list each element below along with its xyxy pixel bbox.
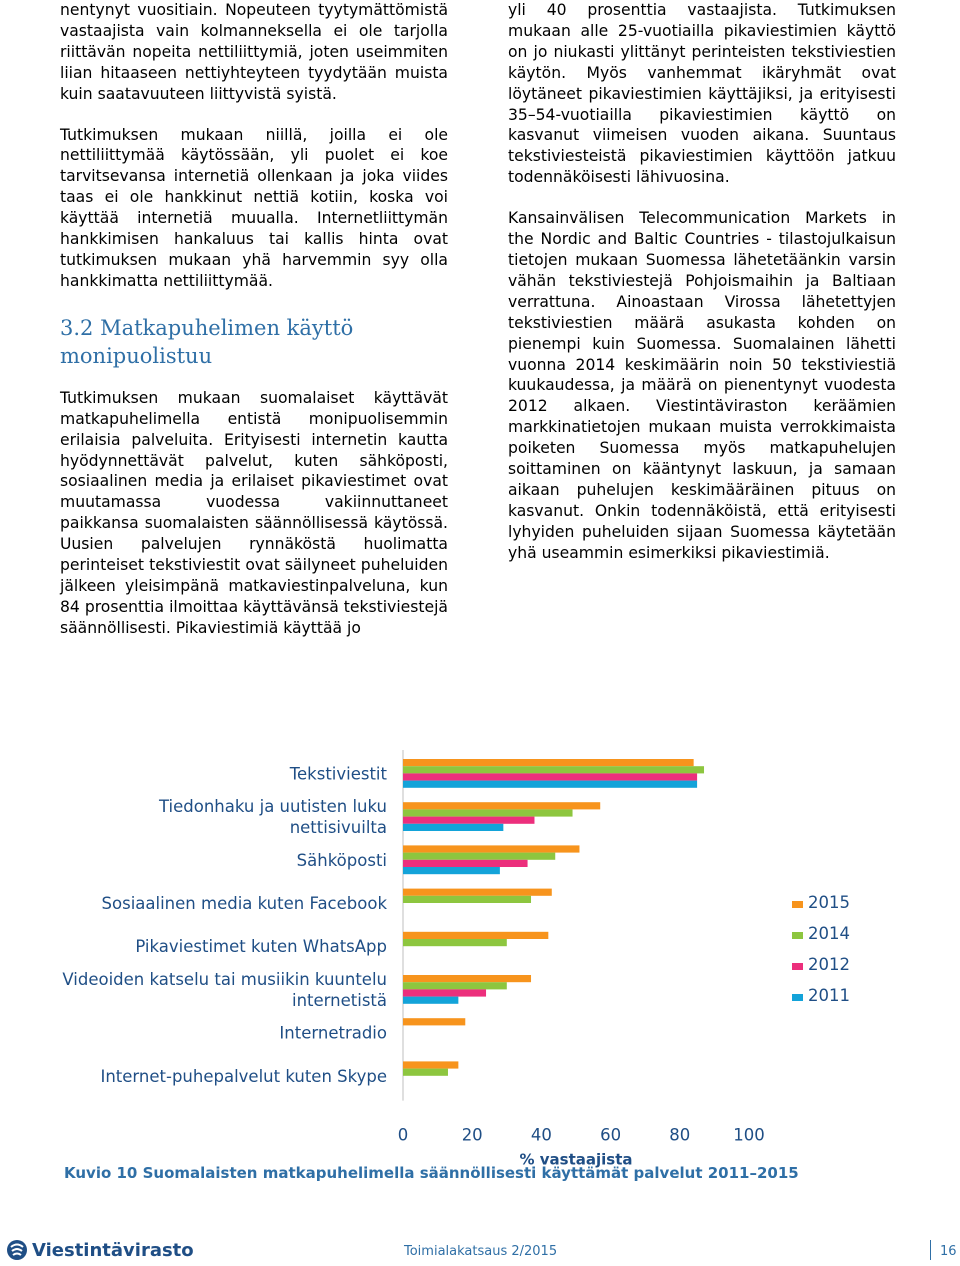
x-tick-label-0: 0 — [397, 1125, 409, 1145]
footer-publication: Toimialakatsaus 2/2015 — [404, 1244, 558, 1259]
bar-2015-2 — [403, 845, 579, 852]
category-label-6: Internetradio — [279, 1023, 387, 1043]
bar-2015-1 — [403, 802, 600, 809]
bar-2015-4 — [403, 932, 548, 939]
chart-canvas — [0, 740, 960, 1170]
bar-2014-7 — [403, 1069, 448, 1076]
section-heading: 3.2 Matkapuhelimen käyttö monipuolistuu — [60, 315, 354, 368]
right-paragraph-2: Kansainvälisen Telecommunication Markets in the Nordic and Baltic Countries - tilastojulkaisun tietojen mukaan Suomessa lähetetäänkin varsin vähän tekstiviestejä Pohjoismaihin ja Baltiaan verrattuna. Ainoastaan Virossa lähetettyjen tekstiviestien määrä asukasta kohden on pienempi kuin Suomessa. Suomalainen lähetti vuonna 2014 keskimäärin noin 50 tekstiviestiä kuukaudessa, ja määrä on pienentynyt vuodesta 2012 alkaen. Viestintäviraston keräämien markkinatietojen mukaan muista verrokkimaista poiketen Suomessa myös matkapuhelujen soittaminen on kääntynyt laskuun, ja samaan aikaan puhelujen keskimääräinen pituus on kasvanut. Onkin todennäköistä, että erityisesti lyhyiden puheluiden sijaan Suomessa käytetään yhä useammin esimerkiksi pikaviestimiä. — [508, 209, 896, 562]
bar-2011-0 — [403, 781, 697, 788]
bar-2015-5 — [403, 975, 531, 982]
logo-mark-icon — [6, 1239, 28, 1261]
left-paragraph-2: Tutkimuksen mukaan niillä, joilla ei ole nettiliittymää käytössään, yli puolet ei koe tarvitsevansa internetiä ollenkaan ja joka viides taas ei ole hankkinut nettiä kotiin, koska voi käyttää internetiä muualla. Internetliittymän hankkimisen hankaluus tai kallis hinta ovat tutkimuksen mukaan yhä harvemmin syy olla hankkimatta nettiliittymää. — [60, 125, 448, 290]
category-label-2: Sähköposti — [296, 850, 387, 870]
x-tick-label-60: 60 — [600, 1125, 622, 1145]
figure-caption: Kuvio 10 Suomalaisten matkapuhelimella säännöllisesti käyttämät palvelut 2011–2015 — [64, 1164, 799, 1182]
category-label-5: Videoiden katselu tai musiikin kuuntelu internetistä — [62, 969, 387, 1010]
page-number: 16 — [940, 1244, 957, 1259]
x-tick-label-40: 40 — [530, 1125, 552, 1145]
x-tick-label-20: 20 — [461, 1125, 483, 1145]
bar-2014-3 — [403, 896, 531, 903]
bar-2015-0 — [403, 759, 694, 766]
category-label-7: Internet-puhepalvelut kuten Skype — [100, 1066, 387, 1086]
bar-2011-5 — [403, 997, 458, 1004]
bar-2011-2 — [403, 867, 500, 874]
footer-divider — [930, 1240, 931, 1260]
category-label-0: Tekstiviestit — [289, 764, 387, 784]
legend-swatch-2011 — [792, 994, 803, 1001]
legend-swatch-2012 — [792, 963, 803, 970]
bar-2014-5 — [403, 982, 507, 989]
bar-2011-1 — [403, 824, 503, 831]
bar-2015-6 — [403, 1018, 465, 1025]
bar-2014-0 — [403, 766, 704, 773]
bar-2012-2 — [403, 860, 528, 867]
left-paragraph-3: Tutkimuksen mukaan suomalaiset käyttävät matkapuhelimella entistä monipuolisemmin erilaisia palveluita. Erityisesti internetin kautta hyödynnettävät palvelut, kuten sähköposti, sosiaalinen media ja erilaiset pikaviestimet ovat muutamassa vuodessa vakiinnuttaneet paikkansa suomalaisten säännöllisessä käytössä. Uusien palvelujen rynnäköstä huolimatta perinteiset tekstiviestit ovat säilyneet puheluiden jälkeen yleisimpänä matkaviestinpalveluna, kun 84 prosenttia ilmoittaa käyttävänsä tekstiviestejä säännöllisesti. Pikaviestimiä käyttää jo — [60, 388, 448, 637]
legend-label-2014: 2014 — [808, 924, 850, 943]
category-label-1: Tiedonhaku ja uutisten luku nettisivuilta — [158, 797, 387, 838]
bar-2015-3 — [403, 889, 552, 896]
legend-swatch-2015 — [792, 901, 803, 908]
right-text-column — [508, 0, 896, 564]
left-text-column — [60, 0, 448, 639]
bar-2012-1 — [403, 817, 534, 824]
legend-label-2012: 2012 — [808, 955, 850, 974]
legend-label-2011: 2011 — [808, 986, 850, 1005]
bar-2015-7 — [403, 1061, 458, 1068]
category-label-3: Sosiaalinen media kuten Facebook — [101, 894, 387, 913]
legend-label-2015: 2015 — [808, 893, 850, 912]
left-paragraph-1: nentynyt vuositiain. Nopeuteen tyytymättömistä vastaajista vain kolmanneksella ei ole tarjolla riittävän nopeita nettiliittymiä, joten useimmiten liian hitaaseen nettiyhteyteen tyydytään muista kuin saatavuuteen liittyvistä syistä. — [60, 1, 448, 103]
logo-text: Viestintävirasto — [32, 1239, 194, 1261]
category-label-4: Pikaviestimet kuten WhatsApp — [135, 937, 387, 957]
bar-2012-0 — [403, 773, 697, 780]
services-bar-chart — [0, 740, 960, 1170]
bar-2014-4 — [403, 939, 507, 946]
x-tick-label-100: 100 — [733, 1125, 765, 1145]
x-axis-title: % vastaajista — [519, 1150, 633, 1169]
bar-2014-1 — [403, 809, 573, 816]
viestintavirasto-logo — [6, 1239, 194, 1261]
bar-2014-2 — [403, 853, 555, 860]
right-paragraph-1: yli 40 prosenttia vastaajista. Tutkimuksen mukaan alle 25-vuotiailla pikaviestimien käyttö on jo niukasti ylittänyt perinteisten tekstiviestien käytön. Myös vanhemmat ikäryhmät ovat löytäneet pikaviestimien käyttäjiksi, ja erityisesti 35–54-vuotiailla pikaviestimien käyttö on kasvanut viimeisen vuoden aikana. Suuntaus tekstiviesteistä pikaviestimien käyttöön jatkuu todennäköisesti lähivuosina. — [508, 1, 896, 187]
bar-2012-5 — [403, 989, 486, 996]
legend-swatch-2014 — [792, 932, 803, 939]
x-tick-label-80: 80 — [669, 1125, 691, 1145]
